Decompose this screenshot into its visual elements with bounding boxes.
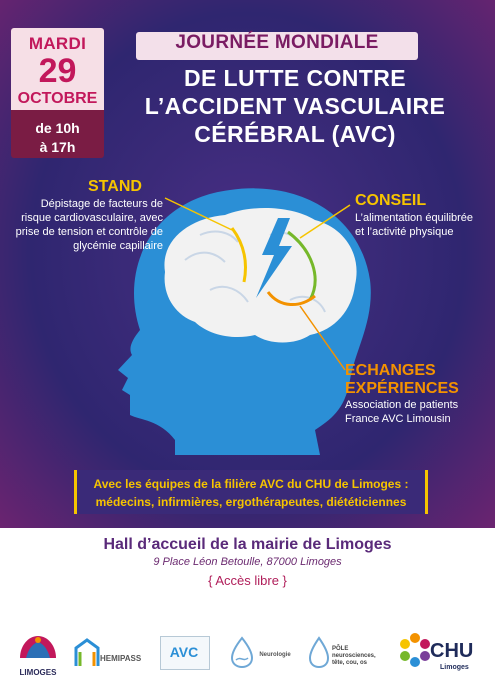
partners-line-2: médecins, infirmières, ergothérapeutes, diététiciennes xyxy=(95,495,407,509)
conseil-desc-line: L’alimentation équilibrée xyxy=(355,212,474,224)
pole-line-1: PÔLE xyxy=(332,646,349,652)
chu-logo xyxy=(398,630,432,670)
subtitle: JOURNÉE MONDIALE xyxy=(175,32,379,53)
pole-logo xyxy=(306,636,332,668)
hemipass-logo xyxy=(72,636,102,670)
hemipass-logo-text: HEMIPASS xyxy=(100,654,142,663)
stand-title: STAND xyxy=(88,178,142,195)
date-month: OCTOBRE xyxy=(17,90,98,107)
pole-logo-text xyxy=(332,646,396,667)
echanges-description xyxy=(345,398,485,426)
venue-access: { Accès libre } xyxy=(208,573,287,588)
echanges-desc-line: Association de patients xyxy=(345,399,459,411)
stand-description xyxy=(13,197,163,253)
title-line-3: CÉRÉBRAL (AVC) xyxy=(194,121,396,147)
conseil-desc-line: et l’activité physique xyxy=(355,226,454,238)
date-day: MARDI xyxy=(28,34,87,53)
venue-title: Hall d’accueil de la mairie de Limoges xyxy=(103,536,392,553)
stand-desc-line: Dépistage de facteurs de xyxy=(40,198,163,210)
pole-line-3: tête, cou, os xyxy=(332,660,368,666)
partners-line-1: Avec les équipes de la filière AVC du CHU de Limoges : xyxy=(93,477,409,491)
time-start: de 10h xyxy=(35,120,80,136)
neurologie-logo-text: Neurologie xyxy=(259,652,291,658)
stand-desc-line: glycémie capillaire xyxy=(73,240,163,252)
neurologie-logo xyxy=(228,636,256,668)
echanges-desc-line: France AVC Limousin xyxy=(345,413,451,425)
limoges-logo xyxy=(16,628,60,668)
france-avc-logo-text: AVC xyxy=(169,644,199,660)
time-end: à 17h xyxy=(39,139,76,155)
title-line-2: L’ACCIDENT VASCULAIRE xyxy=(144,93,446,119)
date-number: 29 xyxy=(38,52,77,90)
partners-box xyxy=(74,470,428,514)
echanges-title: ECHANGES xyxy=(345,362,436,379)
experiences-title: EXPÉRIENCES xyxy=(345,380,459,397)
subtitle-box xyxy=(136,32,418,60)
limoges-logo-text: LIMOGES xyxy=(19,668,57,677)
stand-desc-line: prise de tension et contrôle de xyxy=(15,226,163,238)
conseil-description xyxy=(355,211,490,239)
title-line-1: DE LUTTE CONTRE xyxy=(184,65,406,91)
pole-line-2: neurosciences, xyxy=(332,653,376,659)
stand-desc-line: risque cardiovasculaire, avec xyxy=(21,212,163,224)
conseil-title: CONSEIL xyxy=(355,192,427,209)
chu-logo-text: CHU xyxy=(430,640,474,662)
date-box xyxy=(11,28,104,158)
venue-address: 9 Place Léon Betoulle, 87000 Limoges xyxy=(153,556,342,568)
chu-logo-subtext: Limoges xyxy=(440,664,469,671)
